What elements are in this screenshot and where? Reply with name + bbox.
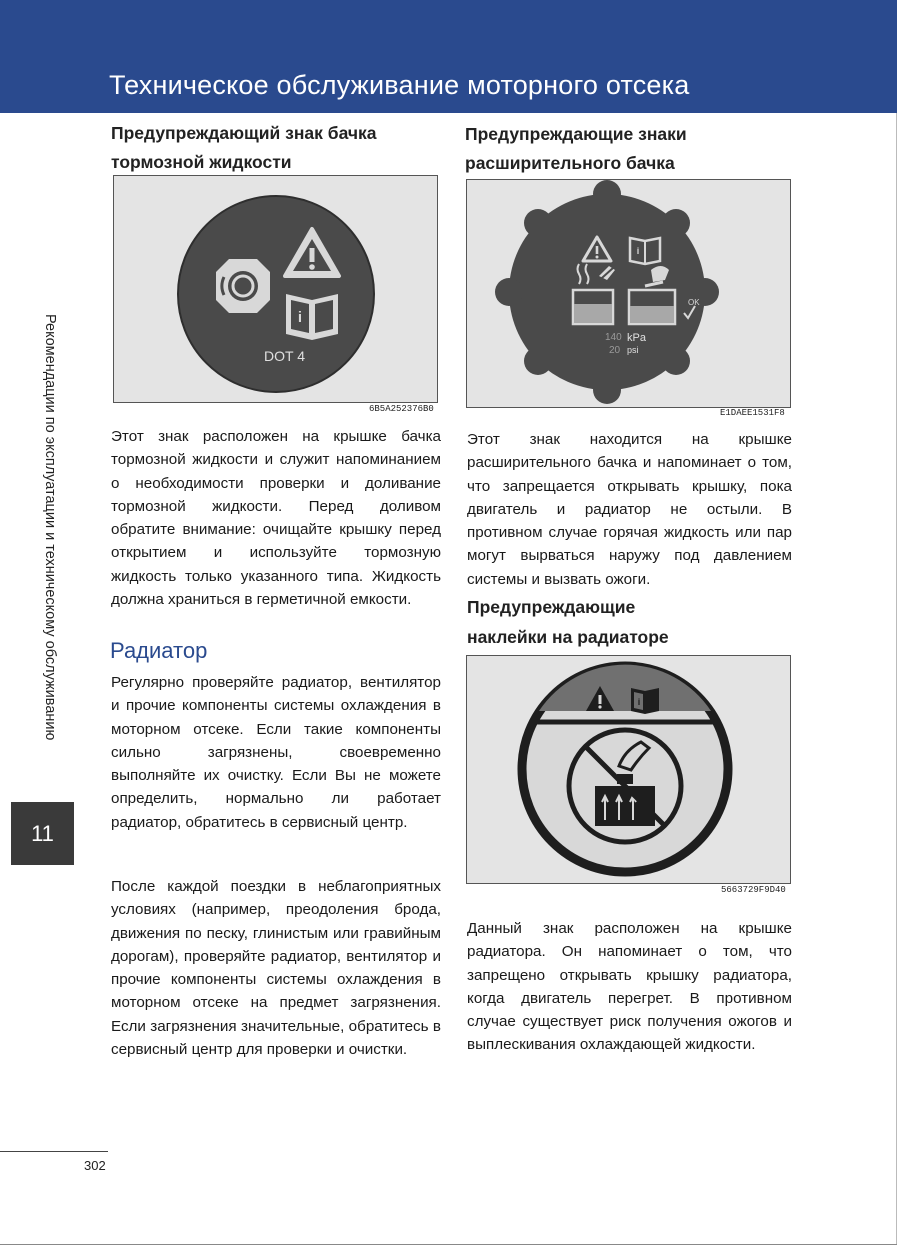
brake-system-icon bbox=[216, 259, 270, 313]
ok-label: OK bbox=[688, 298, 700, 307]
footer-rule bbox=[0, 1151, 108, 1152]
brake-cap-illustration bbox=[114, 176, 437, 402]
stickers-heading-line1: Предупреждающие bbox=[467, 597, 636, 617]
radiator-sticker-figure bbox=[466, 655, 791, 884]
expansion-cap-disc bbox=[495, 180, 719, 404]
page-number: 302 bbox=[84, 1158, 106, 1173]
page-header bbox=[0, 0, 897, 113]
brake-heading-line2: тормозной жидкости bbox=[111, 152, 292, 172]
chapter-vertical-title: Рекомендации по эксплуатации и техническому обслуживанию bbox=[42, 314, 58, 741]
dot4-label: DOT 4 bbox=[264, 348, 305, 364]
expansion-tank-heading bbox=[465, 120, 687, 178]
sticker-top-band bbox=[539, 665, 711, 711]
svg-text:i: i bbox=[636, 246, 640, 256]
brake-fluid-cap-figure bbox=[113, 175, 438, 403]
expansion-heading-line1: Предупреждающие знаки bbox=[465, 124, 687, 144]
radiator-stickers-heading bbox=[467, 592, 669, 652]
expansion-cap-illustration bbox=[467, 180, 790, 407]
brake-fluid-paragraph: Этот знак расположен на крышке бачка тормозной жидкости и служит напоминанием о необходимости проверки и доливание тормозной жидкости. Перед доливом обратите внимание: очищайте крышку перед открытием и используйте тормозную жидкость только указанного типа. Жидкость должна храниться в герметичной емкости. bbox=[111, 428, 441, 609]
page-bottom-edge bbox=[0, 1244, 897, 1245]
brake-figure-code: 6B5A252376B0 bbox=[369, 404, 434, 414]
page-title: Техническое обслуживание моторного отсека bbox=[109, 70, 690, 100]
radiator-paragraph-2: После каждой поездки в неблагоприятных условиях (например, преодоления брода, движения по песку, глинистым или гравийным дорогам), проверяйте радиатор, вентилятор и прочие компоненты системы охлаждения в моторном отсеке на предмет загрязнения. Если загрязнения значительные, обратитесь в сервисный центр для проверки и очистки. bbox=[111, 878, 441, 1059]
svg-text:i: i bbox=[637, 697, 641, 707]
expansion-heading-line2: расширительного бачка bbox=[465, 153, 675, 173]
pressure-value-kpa: 140 bbox=[605, 332, 622, 343]
svg-text:i: i bbox=[297, 309, 303, 326]
expansion-tank-paragraph: Этот знак находится на крышке расширительного бачка и напоминает о том, что запрещается открывать крышку, пока двигатель и радиатор не остыли. В противном случае горячая жидкость или пар могут вырваться наружу под давлением системы и вызвать ожоги. bbox=[467, 431, 792, 588]
expansion-figure-code: E1DAEE1531F8 bbox=[720, 408, 785, 418]
stickers-heading-line2: наклейки на радиаторе bbox=[467, 627, 669, 647]
expansion-tank-cap-figure bbox=[466, 179, 791, 408]
radiator-figure-code: 5663729F9D40 bbox=[721, 885, 786, 895]
pressure-unit-kpa: kPa bbox=[627, 332, 646, 344]
pressure-unit-psi: psi bbox=[627, 345, 639, 355]
pressure-value-psi: 20 bbox=[609, 345, 621, 356]
brake-heading-line1: Предупреждающий знак бачка bbox=[111, 123, 377, 143]
owner-manual-icon bbox=[631, 688, 659, 714]
radiator-sticker-illustration bbox=[467, 656, 790, 883]
owner-manual-icon bbox=[286, 294, 338, 340]
radiator-stickers-paragraph: Данный знак расположен на крышке радиатора. Он напоминает о том, что запрещено открывать крышку радиатора, когда двигатель перегрет. В противном случае существует риск получения ожогов и выплескивания охлаждающей жидкости. bbox=[467, 920, 792, 1054]
radiator-heading: Радиатор bbox=[110, 638, 208, 663]
chapter-number-badge: 11 bbox=[11, 802, 74, 865]
radiator-paragraph-1: Регулярно проверяйте радиатор, вентилятор и прочие компоненты системы охлаждения в моторном отсеке. Если такие компоненты сильно загрязнены, своевременно выполняйте их очистку. Если Вы не можете определить, нормально ли работает радиатор, обратитесь в сервисный центр. bbox=[111, 674, 441, 831]
brake-fluid-heading bbox=[111, 119, 377, 177]
